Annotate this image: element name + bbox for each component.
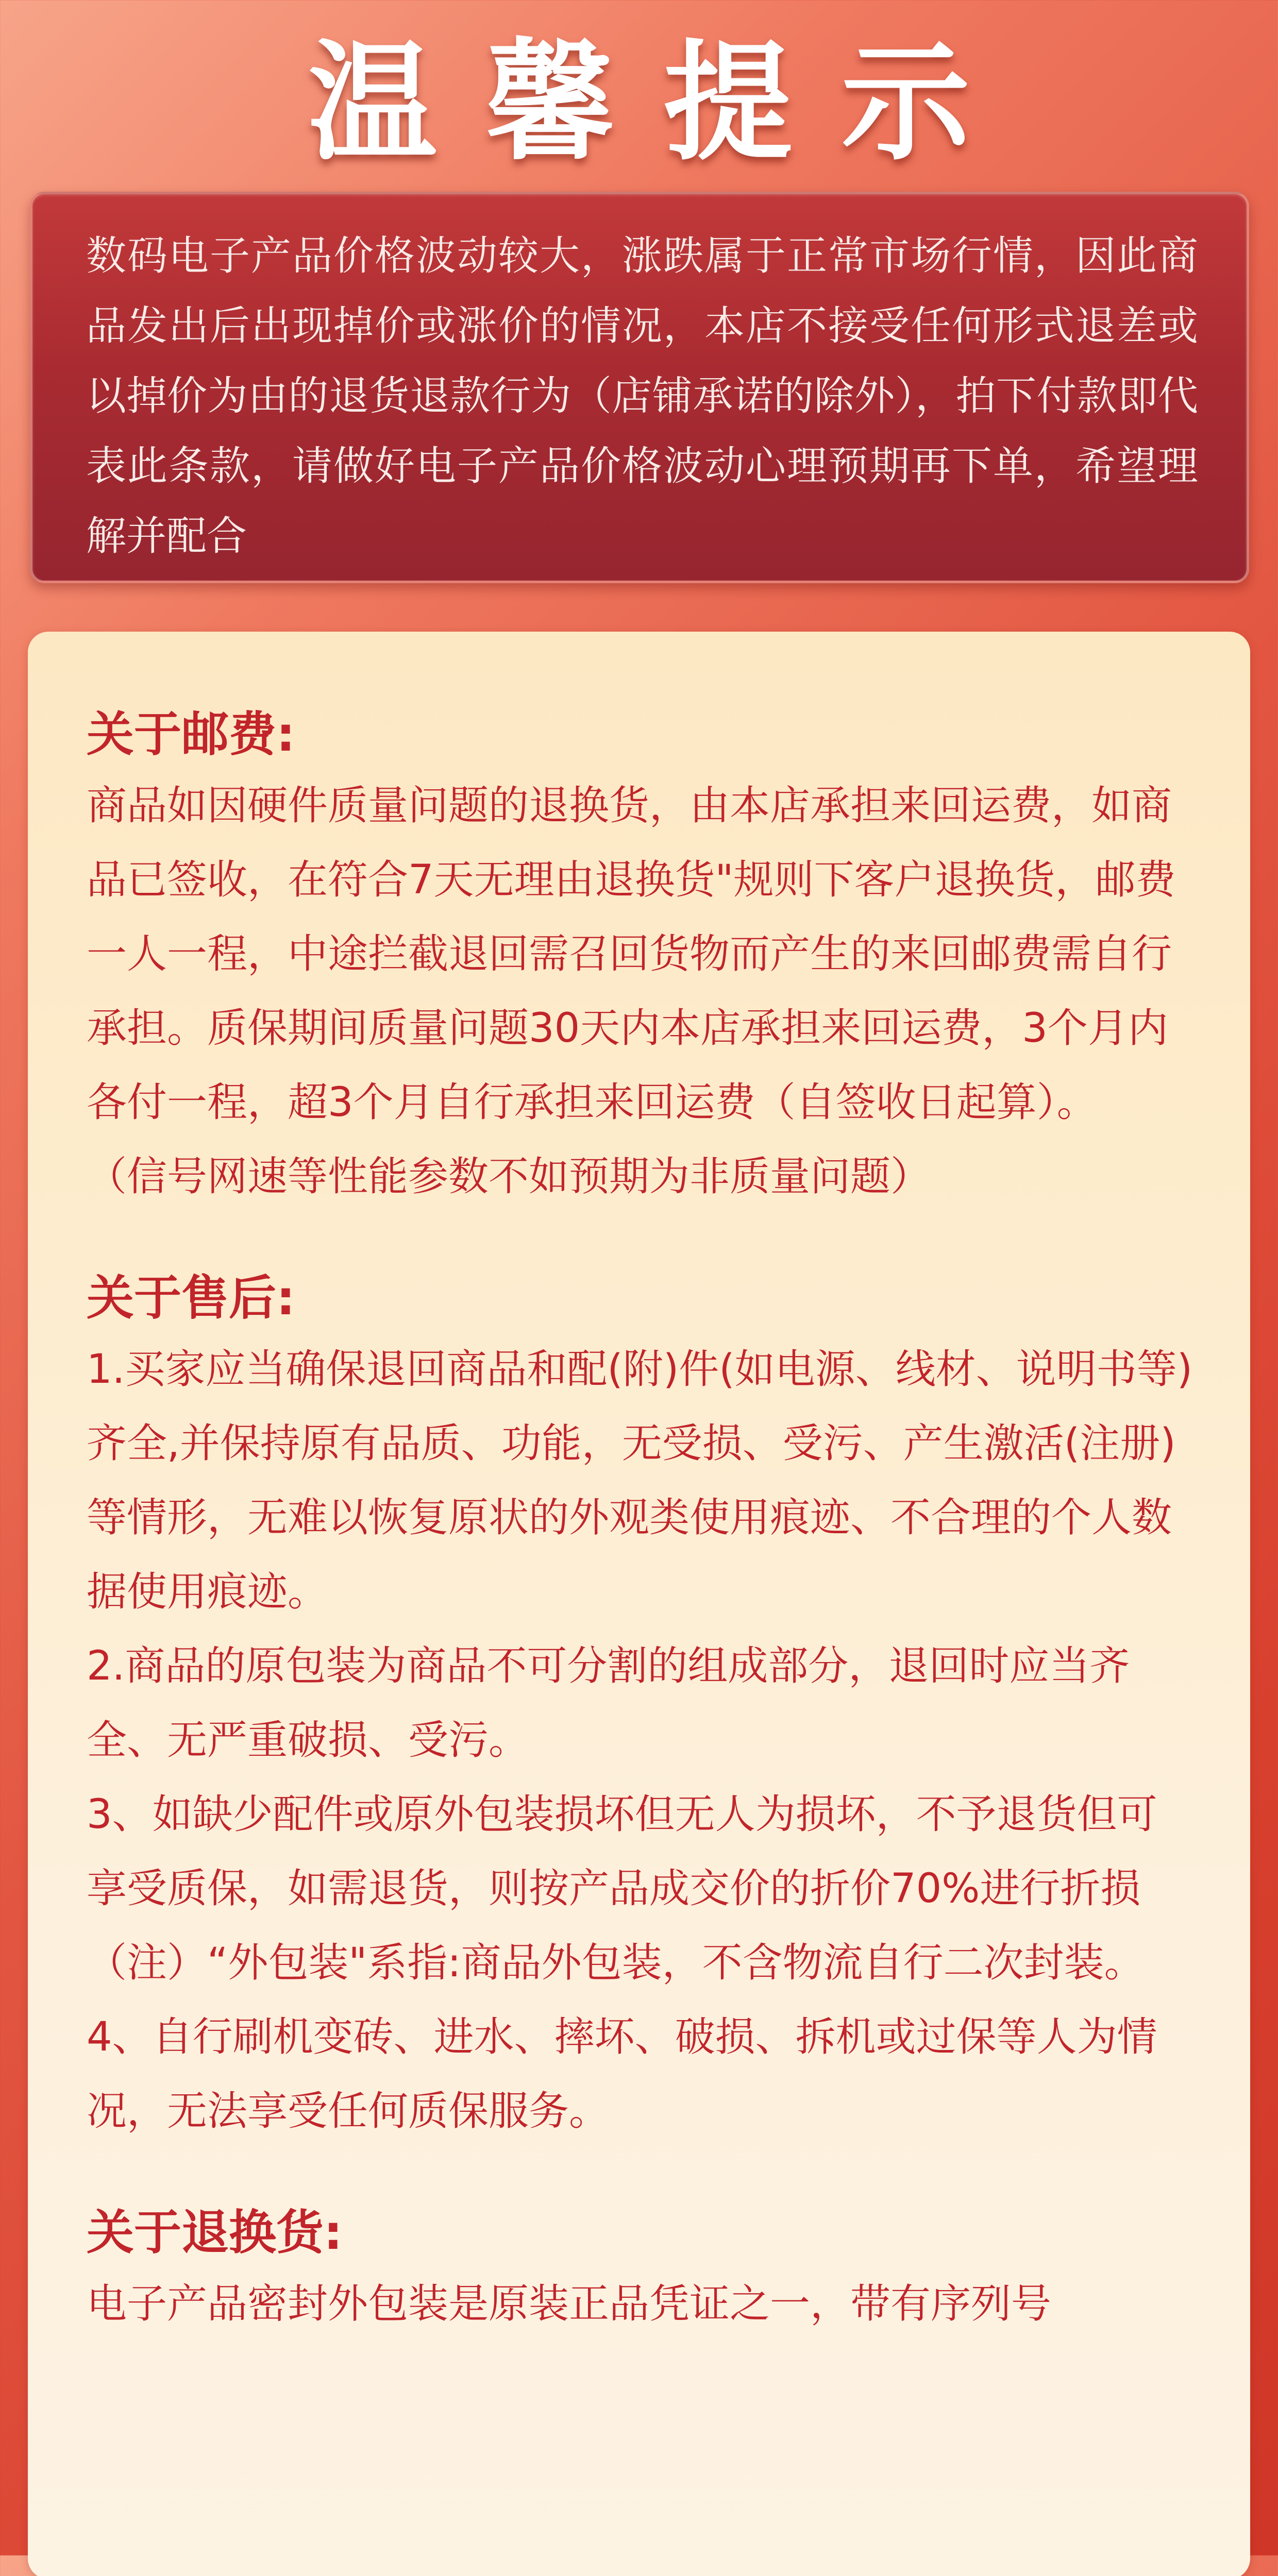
- section-shipping: [87, 704, 1193, 1214]
- section-body-returns: [87, 2267, 1193, 2341]
- paragraph: 2.商品的原包装为商品不可分割的组成部分，退回时应当齐全、无严重破损、受污。: [87, 1643, 1130, 1764]
- section-body-shipping: [87, 769, 1193, 1214]
- paragraph: 4、自行刷机变砖、进水、摔坏、破损、拆机或过保等人为情况，无法享受任何质保服务。: [87, 2014, 1157, 2134]
- paragraph: 3、如缺少配件或原外包装损坏但无人为损坏，不予退货但可享受质保，如需退货，则按产品成交价的折价70%进行折损（注）“外包装"系指:商品外包装，不含物流自行二次封装。: [87, 1791, 1157, 1986]
- section-title-shipping: 关于邮费:: [87, 707, 295, 762]
- page-title: 温馨提示: [308, 28, 1019, 178]
- price-notice-box: [30, 192, 1249, 583]
- policy-card: [28, 632, 1250, 2576]
- section-title-after-sales: 关于售后:: [87, 1270, 295, 1326]
- paragraph: （信号网速等性能参数不如预期为非质量问题）: [87, 1154, 931, 1200]
- price-notice-text: 数码电子产品价格波动较大，涨跌属于正常市场行情，因此商品发出后出现掉价或涨价的情况，本店不接受任何形式退差或以掉价为由的退货退款行为（店铺承诺的除外），拍下付款即代表此条款，请做好电子产品价格波动心理预期再下单，希望理解并配合: [86, 233, 1198, 560]
- section-after-sales: [87, 1267, 1193, 2148]
- section-title-returns: 关于退换货:: [87, 2205, 343, 2260]
- section-body-after-sales: [87, 1332, 1193, 2148]
- section-returns: [87, 2202, 1193, 2341]
- paragraph: 电子产品密封外包装是原装正品凭证之一，带有序列号: [87, 2281, 1052, 2327]
- paragraph: 1.买家应当确保退回商品和配(附)件(如电源、线材、说明书等)齐全,并保持原有品质、功能，无受损、受污、产生激活(注册)等情形，无难以恢复原状的外观类使用痕迹、不合理的个人数据使用痕迹。: [87, 1346, 1193, 1615]
- paragraph: 商品如因硬件质量问题的退换货，由本店承担来回运费，如商品已签收，在符合7天无理由退换货"规则下客户退换货，邮费一人一程，中途拦截退回需召回货物而产生的来回邮费需自行承担。质保期间质量问题30天内本店承担来回运费，3个月内各付一程，超3个月自行承担来回运费（自签收日起算）。: [87, 783, 1176, 1126]
